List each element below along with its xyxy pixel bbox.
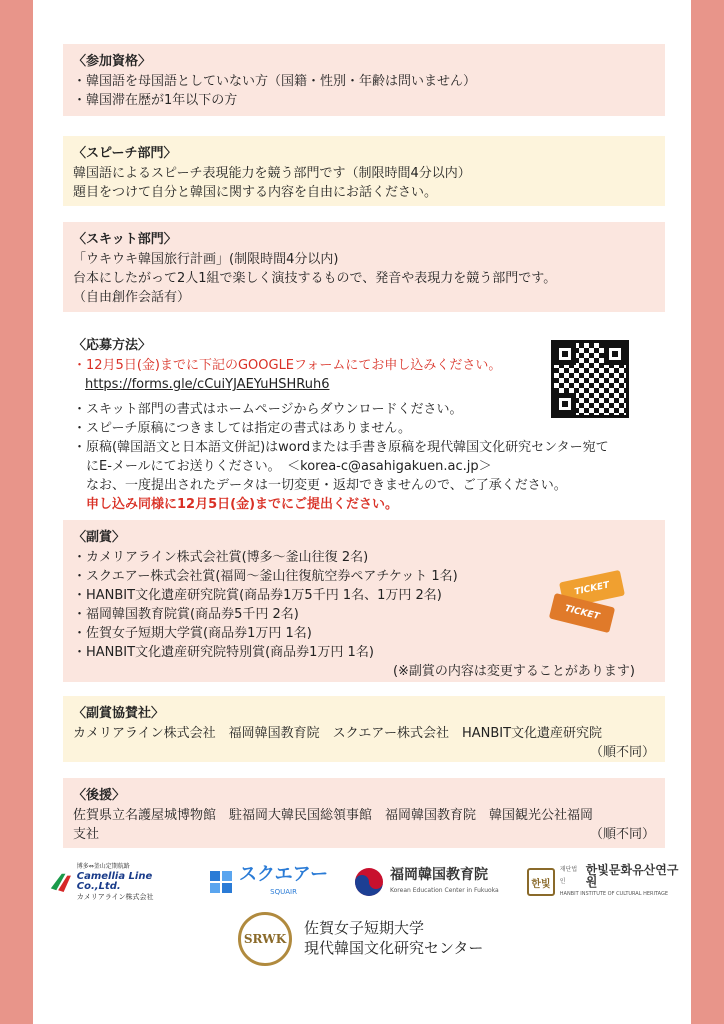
prize-line: ・HANBIT文化遺産研究院特別賞(商品券1万円 1名) [73,645,374,660]
prize-line: ・カメリアライン株式会社賞(博多～釜山往復 2名) [73,550,369,565]
apply-line: ・スキット部門の書式はホームページからダウンロードください。 [73,402,463,417]
ticket-icon: TICKET [549,593,615,633]
skit-section [63,222,665,312]
hanbit-seal: 한빛 [527,868,555,896]
apply-deadline: ・12月5日(金)までに下記のGOOGLEフォームにてお申し込みください。 [73,358,502,373]
sponsors-heading: 〈副賞協賛社〉 [73,706,165,721]
prize-line: ・佐賀女子短期大学賞(商品券1万円 1名) [73,626,312,641]
college-logo [238,912,498,968]
support-line: 支社 [73,827,100,842]
camellia-line-logo [49,862,189,902]
apply-line: にE-メールにてお送りください。 ＜korea-c@asahigakuen.ac.jp＞ [73,459,492,474]
squair-logo [209,862,329,902]
hanbit-logo [527,862,689,902]
taegeuk-icon [354,867,384,897]
speech-heading: 〈スピーチ部門〉 [73,146,177,161]
prize-line: ・福岡韓国教育院賞(商品券5千円 2名) [73,607,299,622]
qr-code[interactable] [551,340,629,418]
support-heading: 〈後援〉 [73,788,126,803]
camellia-line-icon [49,869,73,895]
qr-finder-icon [604,343,626,365]
squair-icon [209,870,233,894]
speech-line: 題目をつけて自分と韓国に関する内容を自由にお話ください。 [73,185,438,200]
prizes-heading: 〈副賞〉 [73,530,126,545]
support-order: （順不同） [589,827,655,842]
sponsors-line: カメリアライン株式会社 福岡韓国教育院 スクエアー株式会社 HANBIT文化遺産研究院 [73,726,603,741]
qualification-line: ・韓国語を母国語としていない方（国籍・性別・年齢は問いません） [73,74,477,89]
support-line: 佐賀県立名護屋城博物館 駐福岡大韓民国総領事館 福岡韓国教育院 韓国観光公社福岡 [73,808,594,823]
apply-line: ・スピーチ原稿につきましては指定の書式はありません。 [73,421,412,436]
hanbit-name: 한빛문화유산연구원 [585,863,679,889]
skit-line: （自由創作会話有） [73,290,191,305]
form-link[interactable]: https://forms.gle/cCuiYJAEYuHSHRuh6 [85,377,330,392]
apply-line: ・原稿(韓国語文と日本語文併記)はwordまたは手書き原稿を現代韓国文化研究センター宛て [73,440,609,455]
qualification-heading: 〈参加資格〉 [73,54,152,69]
kec-name: 福岡韓国教育院 [390,867,488,883]
squair-name: スクエアー [239,864,329,885]
skit-heading: 〈スキット部門〉 [73,232,177,247]
camellia-jp: カメリアライン株式会社 [76,893,154,901]
apply-line: なお、一度提出されたデータは一切変更・返却できませんので、ご了承ください。 [73,478,567,493]
support-section [63,778,665,848]
speech-section [63,136,665,206]
apply-deadline-note: 申し込み同様に12月5日(金)までにご提出ください。 [73,497,399,512]
camellia-name: Camellia Line Co.,Ltd. [76,871,153,892]
camellia-route: 博多⇔釜山定期航路 [76,863,130,870]
squair-en: SQUAIR [270,888,297,896]
college-seal: SRWK [238,912,292,966]
qualification-section [63,44,665,116]
prize-line: ・スクエアー株式会社賞(福岡～釜山往復航空券ペアチケット 1名) [73,569,458,584]
kec-en: Korean Education Center in Fukuoka [390,887,499,894]
skit-line: 台本にしたがって2人1組で楽しく演技するもので、発音や表現力を競う部門です。 [73,271,557,286]
prizes-note: (※副賞の内容は変更することがあります) [392,664,635,679]
skit-line: 「ウキウキ韓国旅行計画」(制限時間4分以内) [73,252,339,267]
sponsors-order: （順不同） [589,745,655,760]
hanbit-en: HANBIT INSTITUTE OF CULTURAL HERITAGE [559,891,668,897]
ticket-icon: TICKET [559,570,625,608]
hanbit-prefix: 재단법인 [559,866,578,885]
sponsors-section [63,696,665,762]
qualification-line: ・韓国滞在歴が1年以下の方 [73,93,238,108]
apply-heading: 〈応募方法〉 [73,338,152,353]
flyer-page [33,0,691,1024]
speech-line: 韓国語によるスピーチ表現能力を競う部門です（制限時間4分以内） [73,166,471,181]
sponsor-logos [49,862,689,902]
kec-logo [354,862,514,902]
college-name: 佐賀女子短期大学 [304,919,425,937]
qr-finder-icon [554,393,576,415]
prize-line: ・HANBIT文化遺産研究院賞(商品券1万5千円 1名、1万円 2名) [73,588,442,603]
support-line-2 [73,825,655,844]
qr-finder-icon [554,343,576,365]
college-center: 現代韓国文化研究センター [304,939,484,957]
